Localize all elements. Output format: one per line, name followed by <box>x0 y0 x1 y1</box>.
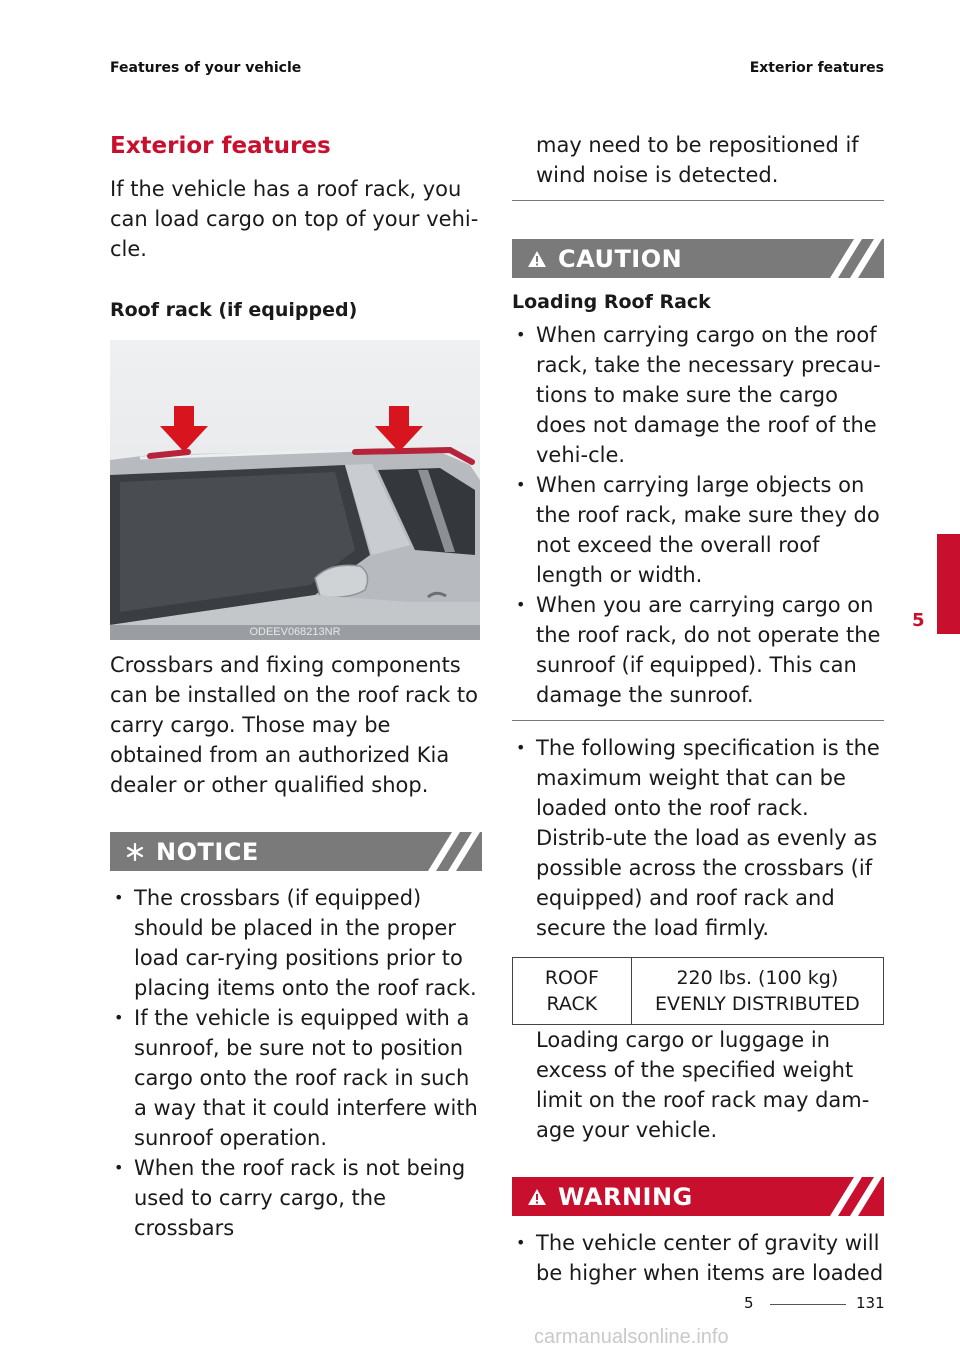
list-item: • The crossbars (if equipped) should be placed in the proper load car-rying positions prior to placing items onto the roof rack. <box>110 883 482 1003</box>
warning-list <box>512 1228 884 1288</box>
warning-label: WARNING <box>558 1182 693 1211</box>
footer-chapter: 5 <box>744 1294 754 1312</box>
notice-list <box>110 883 482 1243</box>
list-item: • When you are carrying cargo on the roof rack, do not operate the sunroof (if equipped). This can damage the sunroof. <box>512 590 884 710</box>
after-table-text: Loading cargo or luggage in excess of the specified weight limit on the roof rack may dam-age your vehicle. <box>536 1028 870 1142</box>
roof-rack-figure <box>110 340 480 640</box>
list-item: • The vehicle center of gravity will be higher when items are loaded <box>512 1228 884 1288</box>
banner-stripes <box>422 832 482 871</box>
warning-triangle-icon <box>522 1188 552 1206</box>
caution-list <box>512 320 884 710</box>
roof-rail-left <box>150 452 188 456</box>
caution-heading: Loading Roof Rack <box>512 291 711 313</box>
warning-banner <box>512 1177 884 1216</box>
list-item: • The following specification is the maximum weight that can be loaded onto the roof rack. Distrib-ute the load as evenly as possible across the crossbars (if equipped) and roof rack and secure the load firmly. <box>512 733 884 943</box>
banner-stripes <box>824 1177 884 1216</box>
car-roof-illustration <box>110 340 480 640</box>
list-item: • When the roof rack is not being used to carry cargo, the crossbars <box>110 1153 482 1243</box>
watermark: carmanualsonline.info <box>534 1326 729 1348</box>
page-number: 131 <box>856 1294 885 1312</box>
continued-text: may need to be repositioned if wind noise is detected. <box>536 133 859 187</box>
chapter-tab-number: 5 <box>912 610 925 631</box>
warning-triangle-icon <box>522 250 552 268</box>
roof-rack-spec-table <box>512 957 884 1025</box>
running-header-left: Features of your vehicle <box>110 60 302 76</box>
caution-banner <box>512 239 884 278</box>
list-item: • If the vehicle is equipped with a sunroof, be sure not to position cargo onto the roof rack in such a way that it could interfere with sunroof operation. <box>110 1003 482 1153</box>
figure-code: ODEEV068213NR <box>110 625 480 640</box>
list-item: • When carrying cargo on the roof rack, take the necessary precau-tions to make sure the cargo does not damage the roof of the vehi-cle. <box>512 320 884 470</box>
crossbar-paragraph: Crossbars and fixing components can be installed on the roof rack to carry cargo. Those may be obtained from an authorized Kia dealer or other qualified shop. <box>110 653 478 797</box>
intro-paragraph: If the vehicle has a roof rack, you can load cargo on top of your vehi-cle. <box>110 177 479 261</box>
banner-stripes <box>824 239 884 278</box>
spec-list <box>512 733 884 943</box>
section-title: Exterior features <box>110 133 331 159</box>
chapter-tab <box>937 534 960 634</box>
spec-label-cell: ROOF RACK <box>513 958 632 1025</box>
spec-value-cell: 220 lbs. (100 kg) EVENLY DISTRIBUTED <box>631 958 883 1025</box>
notice-banner <box>110 832 482 871</box>
left-column <box>110 130 482 1243</box>
footer-divider <box>770 1304 846 1305</box>
right-column <box>512 130 884 1288</box>
arrow-down-icon-right <box>375 406 423 452</box>
asterisk-icon <box>120 843 150 861</box>
arrow-down-icon-left <box>160 406 208 452</box>
running-header-right: Exterior features <box>749 60 884 76</box>
list-item: • When carrying large objects on the roof rack, make sure they do not exceed the overall roof length or width. <box>512 470 884 590</box>
roof-rack-subtitle: Roof rack (if equipped) <box>110 299 358 321</box>
notice-label: NOTICE <box>156 837 259 866</box>
caution-label: CAUTION <box>558 244 683 273</box>
